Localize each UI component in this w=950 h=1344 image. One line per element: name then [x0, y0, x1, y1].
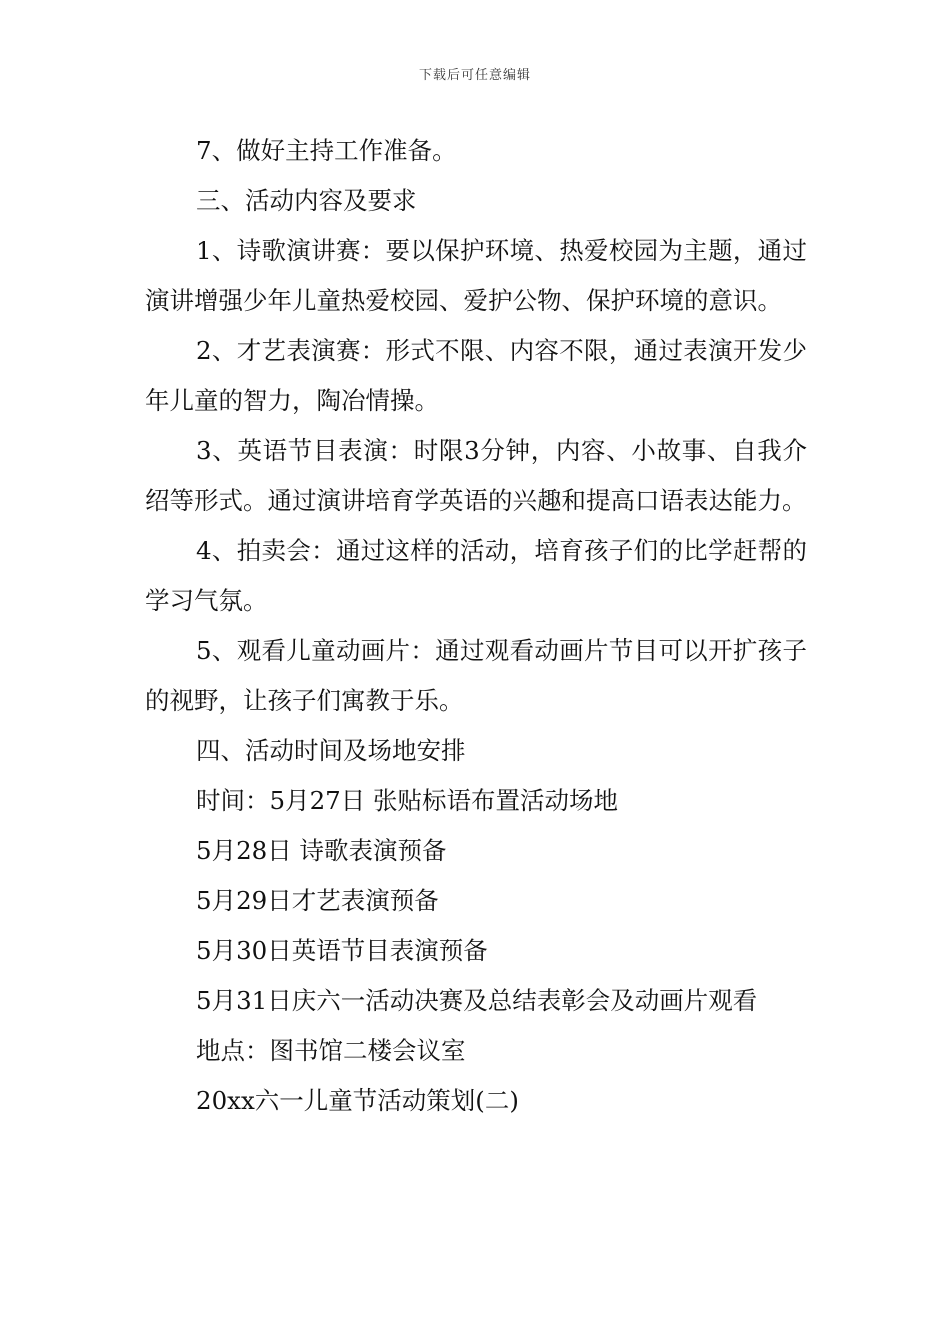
paragraph-prep-host: 7、做好主持工作准备。	[196, 136, 457, 165]
schedule-line: 5月31日庆六一活动决赛及总结表彰会及动画片观看	[196, 986, 758, 1015]
paragraph-auction: 4、拍卖会：通过这样的活动，培育孩子们的比学赶帮的学习气氛。	[145, 536, 807, 615]
next-plan-title: 20xx六一儿童节活动策划(二)	[196, 1086, 519, 1115]
schedule-line: 5月30日英语节目表演预备	[196, 936, 488, 965]
section-heading-schedule: 四、活动时间及场地安排	[196, 736, 466, 765]
schedule-line: 5月28日 诗歌表演预备	[196, 836, 447, 865]
schedule-line: 5月29日才艺表演预备	[196, 886, 439, 915]
page-header-note: 下载后可任意编辑	[418, 68, 531, 83]
section-heading-content: 三、活动内容及要求	[196, 186, 417, 215]
paragraph-english-show: 3、英语节目表演：时限3分钟，内容、小故事、自我介绍等形式。通过演讲培育学英语的兴趣和提高口语表达能力。	[145, 436, 807, 515]
paragraph-cartoon: 5、观看儿童动画片：通过观看动画片节目可以开扩孩子的视野，让孩子们寓教于乐。	[145, 636, 807, 715]
document-body	[145, 126, 807, 1126]
venue-line: 地点：图书馆二楼会议室	[196, 1036, 466, 1065]
schedule-line: 时间：5月27日 张贴标语布置活动场地	[196, 786, 619, 815]
paragraph-poetry-contest: 1、诗歌演讲赛：要以保护环境、热爱校园为主题，通过演讲增强少年儿童热爱校园、爱护公物、保护环境的意识。	[145, 236, 807, 315]
paragraph-talent-show: 2、才艺表演赛：形式不限、内容不限，通过表演开发少年儿童的智力，陶冶情操。	[145, 336, 807, 415]
